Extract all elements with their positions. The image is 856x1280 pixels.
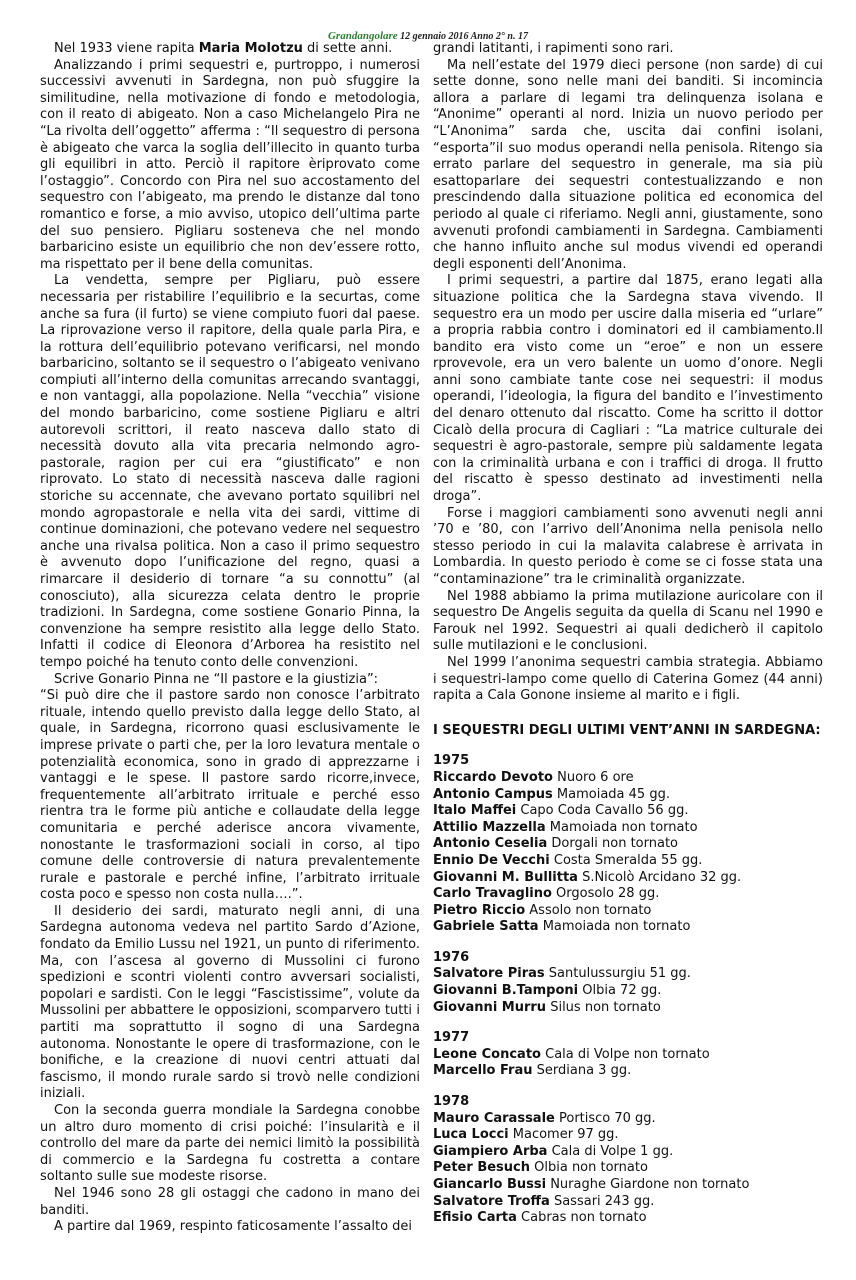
paragraph-4: Scrive Gonario Pinna ne “Il pastore e la giustizia”: <box>54 671 379 687</box>
kidnapping-detail: Nuraghe Giardone non tornato <box>546 1177 750 1192</box>
victim-name: Gabriele Satta <box>433 919 539 935</box>
victim-name: Giovanni M. Bullitta <box>433 869 578 885</box>
victim-name: Ennio De Vecchi <box>433 852 550 868</box>
paragraph-r6: Nel 1999 l’anonima sequestri cambia strategia. Abbiamo i sequestri-lampo come quello di Caterina Gomez (44 anni) rapita a Cala Gonone insieme al marito e i figli. <box>433 654 823 704</box>
kidnapping-entry <box>433 1127 823 1144</box>
victim-name: Antonio Campus <box>433 786 553 802</box>
victim-name: Mauro Carassale <box>433 1110 555 1126</box>
kidnapping-detail: Cabras non tornato <box>516 1210 647 1226</box>
kidnapping-detail: Assolo non tornato <box>525 902 652 918</box>
victim-name: Maria Molotzu <box>198 41 303 56</box>
kidnapping-detail: Nuoro 6 ore <box>552 769 634 785</box>
victim-name: Pietro Riccio <box>433 902 526 918</box>
kidnapping-detail: Mamoiada non tornato <box>545 819 698 835</box>
kidnapping-detail: Mamoiada 45 gg. <box>552 786 670 802</box>
kidnapping-detail: S.Nicolò Arcidano 32 gg. <box>577 869 742 885</box>
kidnapping-entry <box>433 903 823 920</box>
left-column <box>40 41 420 1236</box>
kidnapping-detail: Olbia 72 gg. <box>578 983 662 999</box>
kidnapping-entry <box>433 1177 823 1194</box>
kidnapping-entry <box>433 803 823 820</box>
paragraph-text: di sette anni. <box>302 41 393 56</box>
section-title: I SEQUESTRI DEGLI ULTIMI VENT’ANNI IN SARDEGNA: <box>433 722 821 738</box>
year-heading: 1975 <box>433 753 470 769</box>
paragraph-r5: Nel 1988 abbiamo la prima mutilazione auricolare con il sequestro De Angelis seguita da quella di Scanu nel 1990 e Farouk nel 1992. Sequestri ai quali dedicherò il capitolo sulle mutilazioni e le conclusioni. <box>433 588 823 654</box>
kidnapping-entry <box>433 820 823 837</box>
kidnapping-detail: Orgosolo 28 gg. <box>551 886 660 902</box>
paragraph-2: Analizzando i primi sequestri e, purtroppo, i numerosi successivi avvenuti in Sardegna, non può sfuggire la similitudine, nella motivazione di fondo e metodologia, con il reato di abigeato. Non a caso Michelangelo Pira ne “La rivolta dell’oggetto” afferma : “Il sequestro di persona è abigeato che varca la soglia dell’illecito in quanto turba gli equilibri in atto. Perciò il rapitore èriprovato come l’ostaggio”. Concordo con Pira nel suo accostamento del sequestro con l’abigeato, ma prendo le distanze dal tono romantico e forse, a mio avviso, utopico dell’ultima parte del suo pensiero. Pigliaru sosteneva che nel mondo barbaricino esiste un equilibrio che non dev’essere rotto, ma rispettato per il bene della comunitas. <box>40 57 420 272</box>
kidnapping-detail: Dorgali non tornato <box>547 836 679 852</box>
kidnapping-entry <box>433 1063 823 1080</box>
victim-name: Giampiero Arba <box>433 1143 548 1159</box>
paragraph-text: Nel 1933 viene rapita <box>54 41 199 56</box>
kidnapping-detail: Capo Coda Cavallo 56 gg. <box>516 803 689 819</box>
paragraph-9: A partire dal 1969, respinto faticosamente l’assalto dei <box>54 1219 413 1235</box>
paragraph-8: Nel 1946 sono 28 gli ostaggi che cadono in mano dei banditi. <box>40 1185 420 1218</box>
kidnapping-detail: Cala di Volpe non tornato <box>540 1046 710 1062</box>
issue-date: 12 gennaio 2016 Anno 2° n. 17 <box>400 31 528 42</box>
kidnapping-entry <box>433 919 823 936</box>
kidnapping-entry <box>433 870 823 887</box>
victim-name: Giovanni Murru <box>433 999 547 1015</box>
victim-name: Efisio Carta <box>433 1210 517 1226</box>
paragraph-r4: Forse i maggiori cambiamenti sono avvenuti negli anni ’70 e ’80, con l’arrivo dell’Anonima nella penisola nello stesso periodo in cui la malavita calabrese è arrivata in Lombardia. In questo periodo è come se ci fosse stata una “contaminazione” tra le criminalità organizzate. <box>433 505 823 587</box>
kidnapping-detail: Mamoiada non tornato <box>538 919 691 935</box>
victim-name: Marcello Frau <box>433 1063 533 1079</box>
kidnapping-detail: Cala di Volpe 1 gg. <box>547 1143 674 1159</box>
kidnapping-entry <box>433 770 823 787</box>
paragraph-3: La vendetta, sempre per Pigliaru, può essere necessaria per ristabilire l’equilibrio e la securtas, come anche sa fura (il furto) se viene compiuto fuori dal paese. La riprovazione verso il rapitore, della quale parla Pira, e la rottura dell’equilibrio potevano verificarsi, nel mondo barbaricino, soltanto se il sequestro o l’abigeato venivano compiuti all’interno della comunitas arrecando svantaggi, e non vantaggi, alla popolazione. Nella “vecchia” visione del mondo barbaricino, come sostiene Pigliaru e altri autorevoli scrittori, il reato nasceva dallo stato di necessità dovuto alla vita precaria nelmondo agro-pastorale, ragion per cui era “giustificato” e non riprovato. Lo stato di necessità nasceva dalle ragioni storiche su accennate, che avevano portato squilibri nel mondo agropastorale e nella vita dei sardi, vittime di continue dominazioni, che potevano vedere nel sequestro anche una rivalsa politica. Non a caso il primo sequestro è avvenuto dopo l’unificazione del regno, quasi a rimarcare il desiderio di tornare “a su connottu” (al conosciuto), alla sicurezza celata dentro le proprie tradizioni. In Sardegna, come sostiene Gonario Pinna, la convenzione ha sempre resistito alla legge dello Stato. Infatti il codice di Eleonora d’Arborea ha resistito nel tempo poiché ha tenuto conto delle convenzioni. <box>40 273 420 670</box>
kidnapping-detail: Serdiana 3 gg. <box>532 1063 632 1079</box>
kidnapping-entry <box>433 886 823 903</box>
victim-name: Giovanni B.Tamponi <box>433 983 579 999</box>
year-heading: 1977 <box>433 1030 470 1046</box>
kidnapping-entry <box>433 1210 823 1227</box>
right-column <box>433 41 823 1227</box>
kidnapping-detail: Olbia non tornato <box>530 1160 648 1176</box>
victim-name: Italo Maffei <box>433 803 517 819</box>
victim-name: Carlo Travaglino <box>433 886 552 902</box>
year-heading: 1978 <box>433 1094 470 1110</box>
kidnapping-entry <box>433 1160 823 1177</box>
paragraph-1 <box>40 41 420 58</box>
kidnapping-entry <box>433 787 823 804</box>
kidnappings-list <box>433 753 823 1226</box>
kidnapping-entry <box>433 1194 823 1211</box>
kidnapping-entry <box>433 1144 823 1161</box>
kidnapping-detail: Macomer 97 gg. <box>508 1127 619 1143</box>
newspaper-name: Grandangolare <box>327 30 398 42</box>
victim-name: Attilio Mazzella <box>433 819 546 835</box>
victim-name: Riccardo Devoto <box>433 769 553 785</box>
paragraph-7: Con la seconda guerra mondiale la Sardegna conobbe un altro duro momento di crisi poiché: l’insularità e il controllo del mare da parte dei nemici limitò la possibilità di commercio e la Sardegna fu costretta a contare soltanto sulle sue modeste risorse. <box>40 1103 420 1185</box>
paragraph-continued: grandi latitanti, i rapimenti sono rari. <box>433 41 674 56</box>
victim-name: Antonio Ceselia <box>433 836 548 852</box>
kidnapping-detail: Santulussurgiu 51 gg. <box>544 966 691 982</box>
kidnapping-detail: Costa Smeralda 55 gg. <box>549 852 703 868</box>
kidnapping-entry <box>433 983 823 1000</box>
kidnapping-entry <box>433 836 823 853</box>
paragraph-5-quote: “Si può dire che il pastore sardo non conosce l’arbitrato rituale, intendo quello previsto dalla legge dello Stato, al quale, in Sardegna, ricorrono quasi esclusivamente le imprese private o parti che, per la loro levatura mentale o potenzialità economica, sono in grado di apprezzarne i vantaggi e le spese. Il pastore sardo ricorre,invece, frequentemente all’arbitrato irrituale e perché esso rientra tra le forme più antiche e collaudate della legge comunitaria e perché aderisce ancora vivamente, nonostante le trasformazioni sociali in corso, al tipo comune delle controversie di natura prevalentemente rurale e pastorale e perché infine, l’arbitrato irrituale costa poco e spesso non costa nulla….”. <box>40 688 420 903</box>
kidnapping-entry <box>433 1111 823 1128</box>
victim-name: Salvatore Piras <box>433 966 545 982</box>
victim-name: Peter Besuch <box>433 1160 530 1176</box>
paragraph-6: Il desiderio dei sardi, maturato negli anni, di una Sardegna autonoma vedeva nel partito Sardo d’Azione, fondato da Emilio Lussu nel 1921, un punto di riferimento. Ma, con l’ascesa al governo di Mussolini ci furono spedizioni e scontri violenti contro avversari socialisti, popolari e sardisti. Con le leggi “Fascistissime”, volute da Mussolini per abbattere le opposizioni, scomparvero tutti i partiti ma soprattutto il sogno di una Sardegna autonoma. Nonostante le opere di trasformazione, con le bonifiche, e la creazione di nuovi centri attuati dal fascismo, il mondo rurale sardo si trovò nelle condizioni iniziali. <box>40 903 420 1102</box>
paragraph-r2: Ma nell’estate del 1979 dieci persone (non sarde) di cui sette donne, sono nelle mani dei banditi. Si incomincia allora a parlare di legami tra delinquenza isolana e “Anonime” operanti al nord. Inizia un nuovo periodo per “L’Anonima” sarda che, uscita dai confini isolani, “esporta”il suo modus operandi nella penisola. Ritengo sia errato parlare del sequestro in generale, ma sia più esattoparlare dei sequestri contestualizzando e non prescindendo dalla situazione politica ed economica del periodo al quale ci riferiamo. Negli anni, giustamente, sono avvenuti profondi cambiamenti in Sardegna. Cambiamenti che hanno influito anche sul modus vivendi ed operandi degli esponenti dell’Anonima. <box>433 57 823 272</box>
victim-name: Luca Locci <box>433 1127 509 1143</box>
victim-name: Salvatore Troffa <box>433 1193 550 1209</box>
kidnapping-detail: Silus non tornato <box>546 999 661 1015</box>
year-heading: 1976 <box>433 949 470 965</box>
paragraph-r3: I primi sequestri, a partire dal 1875, erano legati alla situazione politica che la Sardegna stava vivendo. Il sequestro era un modo per uscire dalla miseria ed “urlare” a propria rabbia contro i dominatori ed il cambiamento.Il bandito era visto come un “eroe” e non un essere rprovevole, era un vero balente un uomo d’onore. Negli anni sono cambiate tante cose nei sequestri: il modus operandi, l’ideologia, la figura del bandito e l’investimento del denaro ottenuto dal riscatto. Come ha scritto il dottor Cicalò della procura di Cagliari : “La matrice culturale dei sequestri è agro-pastorale, sempre più saldamente legata con la criminalità urbana e con i traffici di droga. Il frutto del riscatto è spesso destinato ad investimenti nella droga”. <box>433 273 823 505</box>
kidnapping-entry <box>433 966 823 983</box>
kidnapping-detail: Sassari 243 gg. <box>549 1193 655 1209</box>
kidnapping-entry <box>433 1000 823 1017</box>
victim-name: Leone Concato <box>433 1046 541 1062</box>
kidnapping-entry <box>433 1047 823 1064</box>
victim-name: Giancarlo Bussi <box>433 1177 547 1192</box>
kidnapping-detail: Portisco 70 gg. <box>554 1110 656 1126</box>
kidnapping-entry <box>433 853 823 870</box>
